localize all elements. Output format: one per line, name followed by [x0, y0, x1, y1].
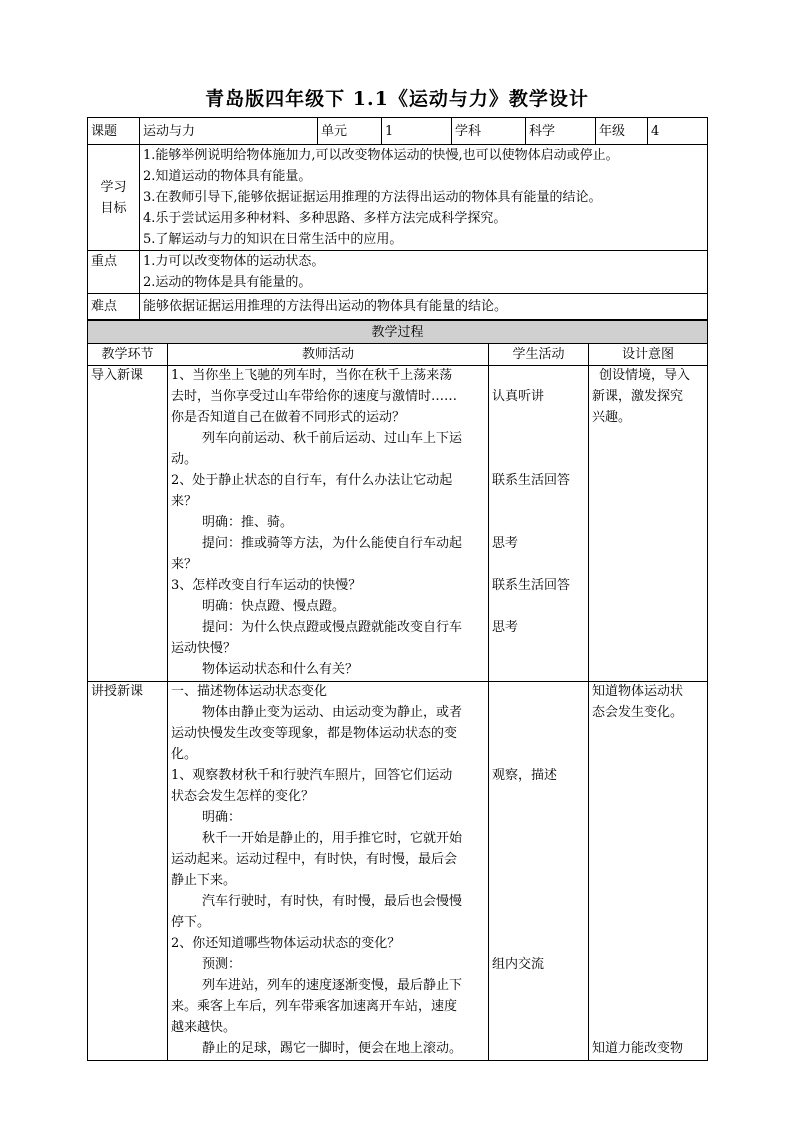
teacher-line: 你是否知道自己在做着不同形式的运动？	[171, 410, 406, 425]
student-line: 观察，描述	[492, 768, 558, 783]
lecture-stage: 讲授新课	[88, 682, 168, 1061]
teacher-line: 物体由静止变为运动、由运动变为静止，或者	[202, 705, 463, 720]
intent-line: 知道物体运动状	[592, 684, 684, 699]
teacher-line: 停下。	[171, 915, 211, 930]
teacher-line: 提问：推或骑等方法，为什么能使自行车动起	[202, 536, 463, 551]
document-title: 青岛版四年级下 1.1《运动与力》教学设计	[205, 88, 589, 110]
key-item: 2.运动的物体是具有能量的。	[143, 275, 312, 290]
teacher-line: 预测：	[202, 957, 242, 972]
process-header-row	[88, 344, 708, 366]
teacher-line: 状态会发生怎样的变化？	[171, 789, 315, 804]
student-line: 联系生活回答	[492, 578, 571, 593]
teacher-line: 运动快慢？	[171, 641, 237, 656]
teacher-line: 列车向前运动、秋千前后运动、过山车上下运	[202, 431, 463, 446]
teacher-line: 动。	[171, 452, 198, 467]
teacher-line: 1、当你坐上飞驰的列车时，当你在秋千上荡来荡	[171, 368, 453, 383]
intent-line: 知道力能改变物	[592, 1041, 684, 1056]
intro-intent	[589, 366, 708, 682]
difficulty-row	[88, 294, 708, 320]
grade-value: 4	[648, 118, 708, 145]
key-label: 重点	[88, 251, 140, 294]
intent-line: 新课，激发探究	[592, 389, 684, 404]
teacher-line: 明确：	[202, 810, 242, 825]
teacher-line: 运动起来。运动过程中，有时快，有时慢，最后会	[171, 852, 458, 867]
goals-label-2: 目标	[100, 200, 127, 216]
intent-line: 创设情境，导入	[599, 368, 691, 383]
process-table	[87, 320, 708, 1061]
header-teacher: 教师活动	[168, 344, 489, 366]
teacher-line: 来？	[171, 494, 198, 509]
goal-item: 3.在教师引导下,能够依据证据运用推理的方法得出运动的物体具有能量的结论。	[143, 190, 602, 205]
info-row	[88, 118, 708, 145]
goals-row	[88, 145, 708, 251]
goals-label	[88, 145, 140, 251]
student-line: 思考	[492, 536, 519, 551]
header-intent: 设计意图	[589, 344, 708, 366]
teacher-line: 一、描述物体运动状态变化	[171, 684, 328, 699]
intro-row	[88, 366, 708, 682]
lecture-student	[489, 682, 589, 1061]
teacher-line: 列车进站，列车的速度逐渐变慢，最后静止下	[202, 978, 463, 993]
teacher-line: 越来越快。	[171, 1020, 237, 1035]
header-student: 学生活动	[489, 344, 589, 366]
student-line: 联系生活回答	[492, 473, 571, 488]
teacher-line: 汽车行驶时，有时快，有时慢，最后也会慢慢	[202, 894, 463, 909]
key-content	[140, 251, 708, 294]
grade-label: 年级	[596, 118, 648, 145]
teacher-line: 2、你还知道哪些物体运动状态的变化？	[171, 936, 401, 951]
teacher-line: 2、处于静止状态的自行车，有什么办法让它动起	[171, 473, 453, 488]
discipline-label: 学科	[452, 118, 526, 145]
student-line: 认真听讲	[492, 389, 545, 404]
difficulty-content: 能够依据证据运用推理的方法得出运动的物体具有能量的结论。	[140, 294, 708, 320]
goals-label-1: 学习	[100, 179, 127, 195]
intent-line: 兴趣。	[592, 410, 632, 425]
goal-item: 1.能够举例说明给物体施加力,可以改变物体运动的快慢,也可以使物体启动或停止。	[143, 148, 619, 163]
info-table	[87, 117, 708, 320]
teacher-line: 物体运动状态和什么有关？	[202, 662, 359, 677]
teacher-line: 秋千一开始是静止的，用手推它时，它就开始	[202, 831, 463, 846]
teacher-line: 静止的足球，踢它一脚时，便会在地上滚动。	[202, 1041, 463, 1056]
difficulty-label: 难点	[88, 294, 140, 320]
process-title-row	[88, 321, 708, 344]
subject-value: 运动与力	[140, 118, 318, 145]
unit-value: 1	[382, 118, 452, 145]
process-title: 教学过程	[88, 321, 708, 344]
teacher-line: 3、怎样改变自行车运动的快慢？	[171, 578, 362, 593]
key-row	[88, 251, 708, 294]
teacher-line: 明确：推、骑。	[202, 515, 294, 530]
discipline-value: 科学	[526, 118, 596, 145]
lecture-teacher	[168, 682, 489, 1061]
goal-item: 2.知道运动的物体具有能量。	[143, 169, 312, 184]
goal-item: 5.了解运动与力的知识在日常生活中的应用。	[143, 232, 403, 247]
teacher-line: 来。乘客上车后，列车带乘客加速离开车站，速度	[171, 999, 458, 1014]
key-item: 1.力可以改变物体的运动状态。	[143, 254, 325, 269]
lecture-row	[88, 682, 708, 1061]
student-line: 组内交流	[492, 957, 545, 972]
intent-line: 态会发生变化。	[592, 705, 684, 720]
teacher-line: 1、观察教材秋千和行驶汽车照片，回答它们运动	[171, 768, 453, 783]
teacher-line: 静止下来。	[171, 873, 237, 888]
teacher-line: 去时，当你享受过山车带给你的速度与激情时……	[171, 389, 458, 404]
intro-student	[489, 366, 589, 682]
header-stage: 教学环节	[88, 344, 168, 366]
intro-teacher	[168, 366, 489, 682]
teacher-line: 化。	[171, 747, 198, 762]
teacher-line: 提问：为什么快点蹬或慢点蹬就能改变自行车	[202, 620, 463, 635]
unit-label: 单元	[318, 118, 382, 145]
teacher-line: 来？	[171, 557, 198, 572]
intro-stage: 导入新课	[88, 366, 168, 682]
teacher-line: 运动快慢发生改变等现象，都是物体运动状态的变	[171, 726, 458, 741]
subject-label: 课题	[88, 118, 140, 145]
goals-content	[140, 145, 708, 251]
goal-item: 4.乐于尝试运用多种材料、多种思路、多样方法完成科学探究。	[143, 211, 507, 226]
teacher-line: 明确：快点蹬、慢点蹬。	[202, 599, 346, 614]
lecture-intent	[589, 682, 708, 1061]
student-line: 思考	[492, 620, 519, 635]
